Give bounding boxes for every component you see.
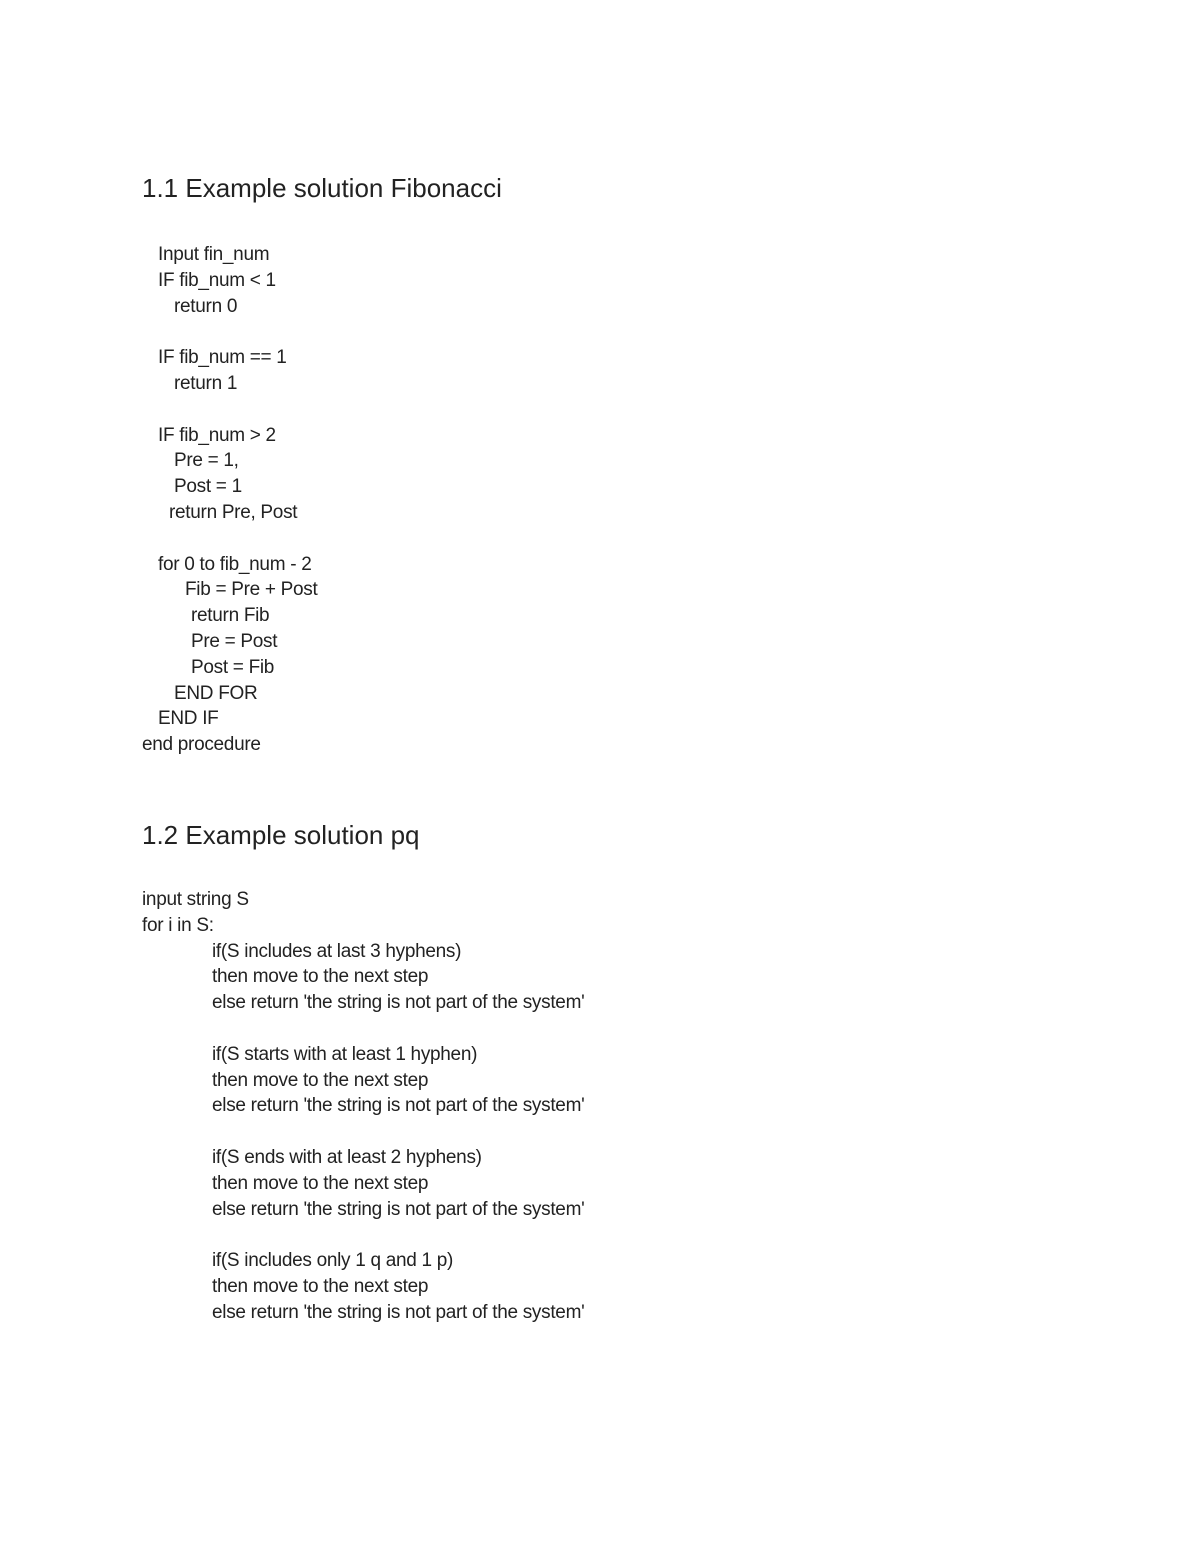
code-line (142, 526, 318, 552)
code-line: Post = 1 (174, 476, 242, 498)
code-line: then move to the next step (212, 1275, 429, 1297)
code-line: then move to the next step (212, 966, 429, 988)
code-line: return Pre, Post (169, 501, 298, 523)
code-line: else return 'the string is not part of the system' (212, 1198, 585, 1220)
code-line (142, 397, 318, 423)
code-line (142, 1222, 584, 1248)
code-line: if(S includes at last 3 hyphens) (212, 940, 462, 962)
code-line: END FOR (174, 682, 258, 704)
code-line: return 0 (174, 295, 238, 317)
code-line: else return 'the string is not part of the system' (212, 992, 585, 1014)
code-line: Pre = Post (191, 630, 278, 652)
pseudocode-block-pq (142, 887, 584, 1326)
code-line: if(S includes only 1 q and 1 p) (212, 1250, 454, 1272)
section-heading-fibonacci: 1.1 Example solution Fibonacci (142, 173, 502, 203)
code-line: else return 'the string is not part of the system' (212, 1095, 585, 1117)
code-line: for 0 to fib_num - 2 (158, 553, 312, 575)
code-line: Post = Fib (191, 656, 275, 678)
code-line: Fib = Pre + Post (185, 579, 318, 601)
code-line: IF fib_num < 1 (158, 269, 276, 291)
code-line: for i in S: (142, 914, 214, 936)
code-line: Input fin_num (158, 244, 270, 265)
code-line: Pre = 1, (174, 450, 239, 472)
section-heading-pq: 1.2 Example solution pq (142, 820, 420, 850)
code-line: END IF (158, 708, 219, 730)
code-line (142, 1016, 584, 1042)
code-line: then move to the next step (212, 1069, 429, 1091)
code-line: return Fib (191, 605, 270, 627)
code-line: else return 'the string is not part of the system' (212, 1301, 585, 1323)
code-line (142, 1119, 584, 1145)
code-line: then move to the next step (212, 1172, 429, 1194)
code-line: if(S ends with at least 2 hyphens) (212, 1146, 482, 1168)
code-line: IF fib_num == 1 (158, 347, 287, 369)
code-line (142, 319, 318, 345)
code-line: return 1 (174, 372, 238, 394)
pseudocode-block-fibonacci (142, 242, 318, 758)
code-line: end procedure (142, 734, 261, 756)
code-line: if(S starts with at least 1 hyphen) (212, 1043, 478, 1065)
code-line: input string S (142, 889, 249, 910)
code-line: IF fib_num > 2 (158, 424, 276, 446)
